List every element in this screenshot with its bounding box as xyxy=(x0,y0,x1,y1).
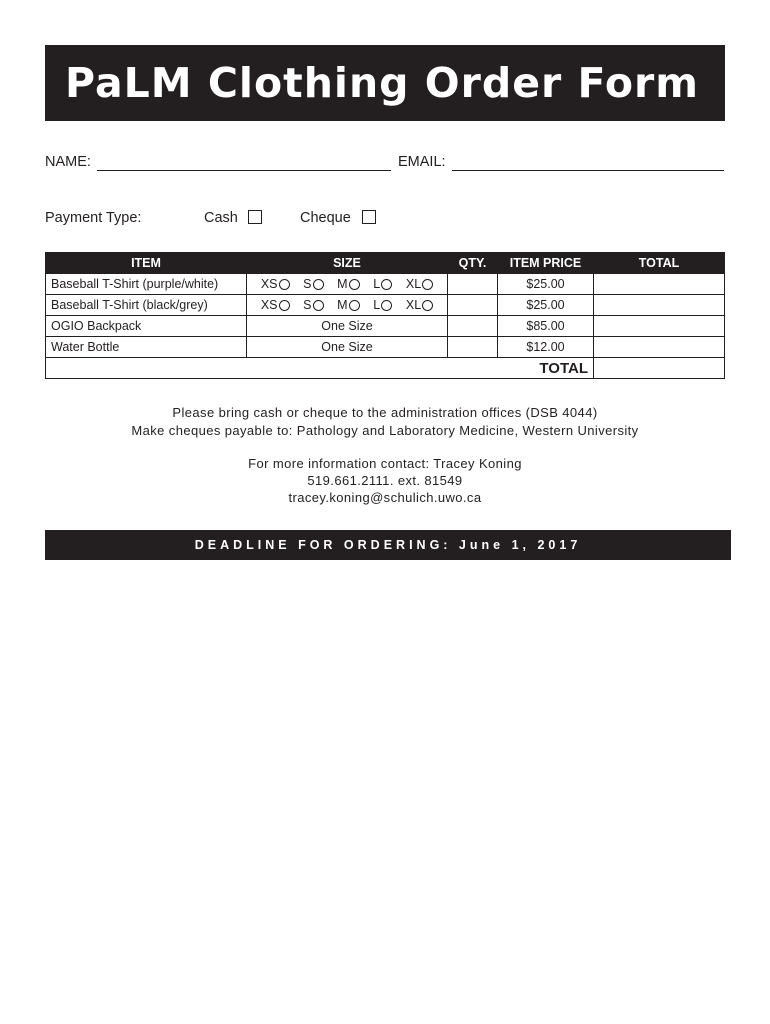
instructions-line-1: Please bring cash or cheque to the administration offices (DSB 4044) xyxy=(172,405,598,420)
name-field[interactable] xyxy=(97,170,391,171)
size-selector xyxy=(247,295,448,316)
item-price: $12.00 xyxy=(498,337,594,358)
size-label: L xyxy=(373,298,381,312)
header-total: TOTAL xyxy=(594,253,725,274)
size-option-s[interactable] xyxy=(303,277,323,291)
qty-cell[interactable] xyxy=(448,274,498,295)
header-size: SIZE xyxy=(247,253,448,274)
size-label: XL xyxy=(405,277,422,291)
table-row xyxy=(46,274,725,295)
qty-cell[interactable] xyxy=(448,337,498,358)
size-label: XL xyxy=(405,298,422,312)
size-label: M xyxy=(337,277,348,291)
contact-phone: 519.661.2111. ext. 81549 xyxy=(307,473,463,488)
contact-line: For more information contact: Tracey Koning xyxy=(248,456,522,471)
size-option-xl[interactable] xyxy=(406,277,433,291)
size-label: XS xyxy=(260,277,278,291)
table-row xyxy=(46,295,725,316)
size-option-m[interactable] xyxy=(337,298,359,312)
row-total-cell[interactable] xyxy=(594,295,725,316)
item-name: Baseball T-Shirt (purple/white) xyxy=(46,274,247,295)
name-label: NAME: xyxy=(45,154,91,170)
radio-icon[interactable] xyxy=(422,279,433,290)
qty-cell[interactable] xyxy=(448,316,498,337)
total-row xyxy=(46,358,725,379)
table-header-row xyxy=(46,253,725,274)
item-price: $85.00 xyxy=(498,316,594,337)
size-option-l[interactable] xyxy=(373,277,392,291)
size-option-s[interactable] xyxy=(303,298,323,312)
cheque-label: Cheque xyxy=(300,210,351,226)
radio-icon[interactable] xyxy=(279,279,290,290)
item-price: $25.00 xyxy=(498,295,594,316)
qty-cell[interactable] xyxy=(448,295,498,316)
size-label: XS xyxy=(260,298,278,312)
row-total-cell[interactable] xyxy=(594,316,725,337)
size-option-xs[interactable] xyxy=(261,277,290,291)
table-row xyxy=(46,337,725,358)
item-name: Baseball T-Shirt (black/grey) xyxy=(46,295,247,316)
size-selector xyxy=(247,274,448,295)
size-option-xl[interactable] xyxy=(406,298,433,312)
radio-icon[interactable] xyxy=(313,279,324,290)
email-field[interactable] xyxy=(452,170,724,171)
header-item-price: ITEM PRICE xyxy=(498,253,594,274)
item-size: One Size xyxy=(247,316,448,337)
header-item: ITEM xyxy=(46,253,247,274)
order-table xyxy=(45,252,725,379)
size-option-xs[interactable] xyxy=(261,298,290,312)
item-name: OGIO Backpack xyxy=(46,316,247,337)
total-label: TOTAL xyxy=(46,358,594,379)
item-size: One Size xyxy=(247,337,448,358)
instructions-line-2: Make cheques payable to: Pathology and Laboratory Medicine, Western University xyxy=(131,423,639,438)
size-label: L xyxy=(373,277,381,291)
radio-icon[interactable] xyxy=(422,300,433,311)
size-option-l[interactable] xyxy=(373,298,392,312)
cheque-checkbox[interactable] xyxy=(362,210,376,224)
radio-icon[interactable] xyxy=(313,300,324,311)
form-title: PaLM Clothing Order Form xyxy=(45,45,725,121)
radio-icon[interactable] xyxy=(349,279,360,290)
table-row xyxy=(46,316,725,337)
cash-checkbox[interactable] xyxy=(248,210,262,224)
size-label: S xyxy=(303,277,312,291)
size-label: M xyxy=(337,298,348,312)
cash-label: Cash xyxy=(204,210,238,226)
header-qty: QTY. xyxy=(448,253,498,274)
email-label: EMAIL: xyxy=(398,154,446,170)
contact-email: tracey.koning@schulich.uwo.ca xyxy=(288,490,482,505)
radio-icon[interactable] xyxy=(349,300,360,311)
radio-icon[interactable] xyxy=(279,300,290,311)
radio-icon[interactable] xyxy=(381,279,392,290)
payment-type-label: Payment Type: xyxy=(45,210,142,226)
item-name: Water Bottle xyxy=(46,337,247,358)
deadline-banner: DEADLINE FOR ORDERING: June 1, 2017 xyxy=(45,530,731,560)
row-total-cell[interactable] xyxy=(594,337,725,358)
item-price: $25.00 xyxy=(498,274,594,295)
row-total-cell[interactable] xyxy=(594,274,725,295)
radio-icon[interactable] xyxy=(381,300,392,311)
size-label: S xyxy=(303,298,312,312)
grand-total-cell[interactable] xyxy=(594,358,725,379)
size-option-m[interactable] xyxy=(337,277,359,291)
